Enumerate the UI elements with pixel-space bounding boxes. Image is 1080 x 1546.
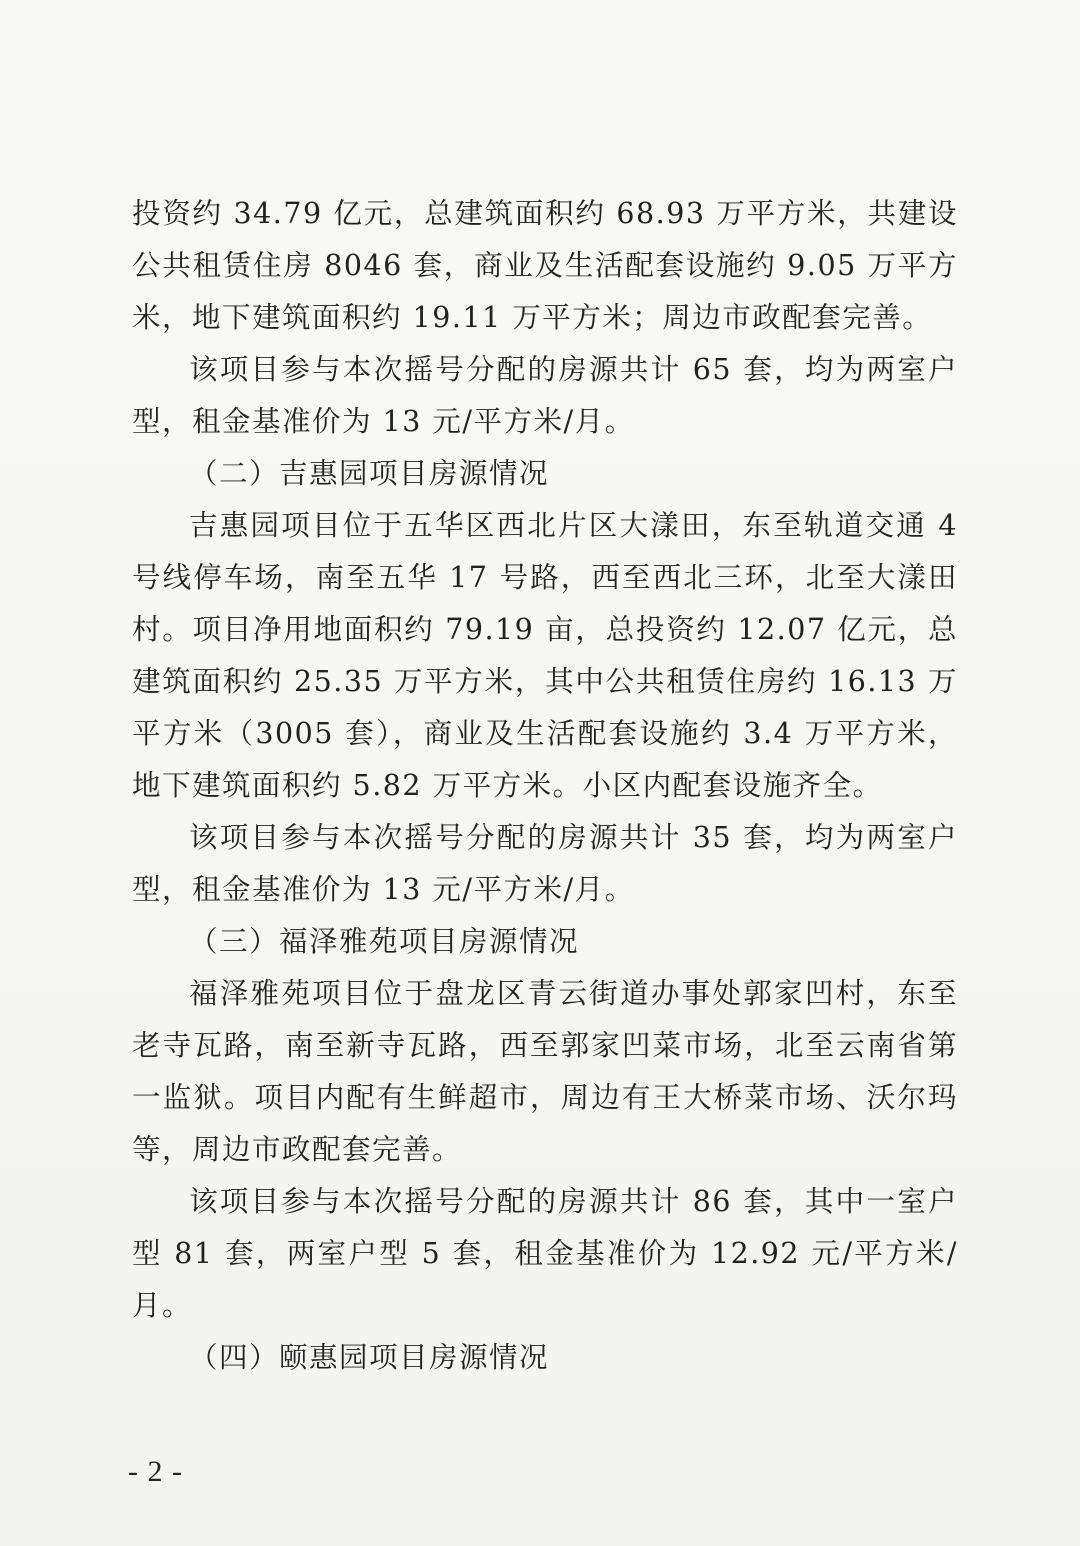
section-heading-3: （三）福泽雅苑项目房源情况: [189, 925, 580, 958]
section-heading-4: （四）颐惠园项目房源情况: [189, 1341, 550, 1374]
section-heading-2: （二）吉惠园项目房源情况: [189, 457, 550, 490]
paragraph-fuzeyayuan: 福泽雅苑项目位于盘龙区青云街道办事处郭家凹村，东至老寺瓦路，南至新寺瓦路，西至郭家凹菜市场，北至云南省第一监狱。项目内配有生鲜超市，周边有王大桥菜市场、沃尔玛等，周边市政配套完善。: [132, 977, 958, 1166]
paragraph-allocation-2: 该项目参与本次摇号分配的房源共计 35 套，均为两室户型，租金基准价为 13 元/平方米/月。: [132, 821, 958, 906]
document-body: [132, 188, 958, 1384]
paragraph-allocation-3: 该项目参与本次摇号分配的房源共计 86 套，其中一室户型 81 套，两室户型 5 套，租金基准价为 12.92 元/平方米/月。: [132, 1185, 958, 1322]
paragraph-jihuiyuan: 吉惠园项目位于五华区西北片区大漾田，东至轨道交通 4 号线停车场，南至五华 17 号路，西至西北三环，北至大漾田村。项目净用地面积约 79.19 亩，总投资约 12.07 亿元，总建筑面积约 25.35 万平方米，其中公共租赁住房约 16.13 万平方米（3005 套），商业及生活配套设施约 3.4 万平方米，地下建筑面积约 5.82 万平方米。小区内配套设施齐全。: [132, 509, 958, 802]
paragraph-continuation: 投资约 34.79 亿元，总建筑面积约 68.93 万平方米，共建设公共租赁住房 8046 套，商业及生活配套设施约 9.05 万平方米，地下建筑面积约 19.11 万平方米；周边市政配套完善。: [132, 197, 958, 334]
page-number: - 2 -: [128, 1455, 183, 1488]
paragraph-allocation-1: 该项目参与本次摇号分配的房源共计 65 套，均为两室户型，租金基准价为 13 元/平方米/月。: [132, 353, 958, 438]
